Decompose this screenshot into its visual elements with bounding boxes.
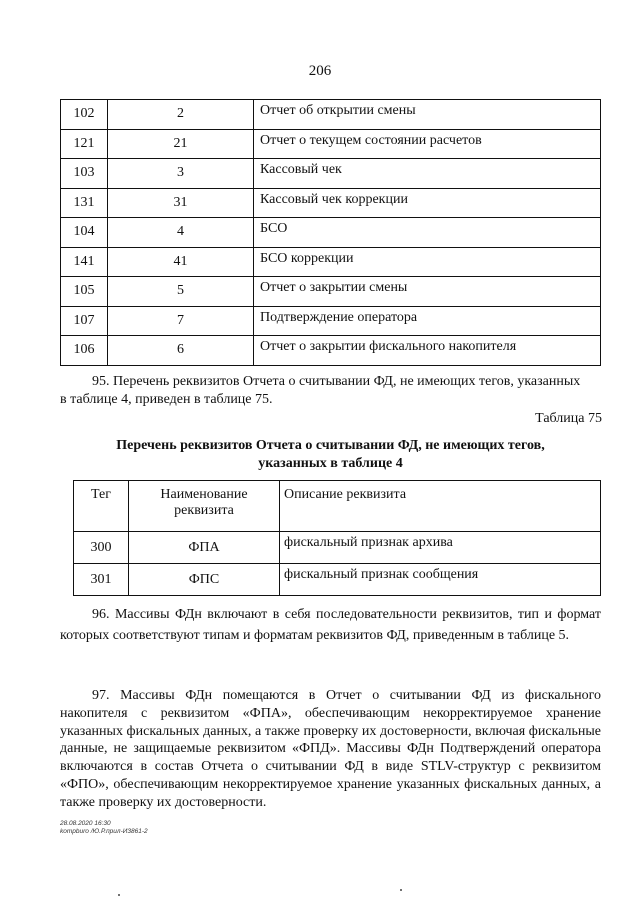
- table-cell: 6: [108, 336, 254, 366]
- table-row: [61, 306, 601, 336]
- table-header-row: [74, 481, 601, 532]
- table-cell: Подтверждение оператора: [254, 306, 601, 336]
- table-cell: Отчет о текущем состоянии расчетов: [254, 129, 601, 159]
- paragraph-96: 96. Массивы ФДн включают в себя последовательности реквизитов, тип и формат которых соответствуют типам и форматам реквизитов ФД, приведенным в таблице 5.: [60, 607, 601, 643]
- document-types-table: [60, 99, 601, 366]
- table-row: [61, 247, 601, 277]
- table-cell: ФПС: [129, 564, 280, 596]
- table-cell: 301: [74, 564, 129, 596]
- column-header-description: Описание реквизита: [280, 481, 601, 532]
- table-cell: 31: [108, 188, 254, 218]
- table-75-label: Таблица 75: [535, 411, 602, 426]
- table-cell: 3: [108, 159, 254, 189]
- table-cell: 104: [61, 218, 108, 248]
- table-cell: БСО коррекции: [254, 247, 601, 277]
- table-row: [61, 336, 601, 366]
- paragraph-97: 97. Массивы ФДн помещаются в Отчет о считывании ФД из фискального накопителя с реквизитом «ФПА», обеспечивающим некорректируемое хранение указанных фискальных данных, а также проверку их достоверности, включая фискальные данные, не защищаемые реквизитом «ФПД». Массивы ФДн Подтверждений оператора включаются в состав Отчета о считывании ФД в виде STLV-структур с реквизитом «ФПО», обеспечивающим некорректируемое хранение указанных фискальных данных, а также проверку их достоверности.: [60, 688, 601, 810]
- print-stamp-date: 28.08.2020 16:30: [60, 820, 111, 827]
- table-cell: 21: [108, 129, 254, 159]
- table-75-title: [60, 437, 601, 473]
- table-cell: 106: [61, 336, 108, 366]
- table-cell: Отчет об открытии смены: [254, 100, 601, 130]
- table-cell: ФПА: [129, 532, 280, 564]
- scan-speck: [400, 889, 402, 891]
- print-stamp: [60, 820, 148, 836]
- column-header-tag: Тег: [74, 481, 129, 532]
- table-row: [61, 100, 601, 130]
- table-cell: 7: [108, 306, 254, 336]
- table-row: [61, 159, 601, 189]
- column-header-name: Наименование реквизита: [129, 481, 280, 532]
- table-75: [73, 480, 601, 596]
- table-cell: 107: [61, 306, 108, 336]
- table-cell: 4: [108, 218, 254, 248]
- table-cell: 102: [61, 100, 108, 130]
- table-cell: 105: [61, 277, 108, 307]
- paragraph-95-line1: 95. Перечень реквизитов Отчета о считывании ФД, не имеющих тегов, указанных: [92, 374, 581, 389]
- print-stamp-file: kompburo /Ю.Р.прил-И3861-2: [60, 828, 148, 835]
- table-row: [61, 218, 601, 248]
- table-cell: Кассовый чек: [254, 159, 601, 189]
- scan-speck: [118, 894, 120, 896]
- table-cell: Отчет о закрытии фискального накопителя: [254, 336, 601, 366]
- table-cell: 2: [108, 100, 254, 130]
- table-row: [74, 564, 601, 596]
- table-row: [61, 277, 601, 307]
- table-cell: 103: [61, 159, 108, 189]
- paragraph-95-line2: в таблице 4, приведен в таблице 75.: [60, 392, 273, 407]
- table-cell: 41: [108, 247, 254, 277]
- table-cell: фискальный признак сообщения: [280, 564, 601, 596]
- table-row: [61, 129, 601, 159]
- table-cell: фискальный признак архива: [280, 532, 601, 564]
- table-cell: Кассовый чек коррекции: [254, 188, 601, 218]
- table-cell: 300: [74, 532, 129, 564]
- page-number: 206: [308, 63, 332, 79]
- table-cell: 121: [61, 129, 108, 159]
- table-row: [61, 188, 601, 218]
- table-cell: 131: [61, 188, 108, 218]
- table-cell: 5: [108, 277, 254, 307]
- table-75-title-line2: указанных в таблице 4: [258, 456, 403, 471]
- table-cell: БСО: [254, 218, 601, 248]
- table-75-title-line1: Перечень реквизитов Отчета о считывании ФД, не имеющих тегов,: [116, 438, 545, 453]
- table-row: [74, 532, 601, 564]
- table-cell: Отчет о закрытии смены: [254, 277, 601, 307]
- table-cell: 141: [61, 247, 108, 277]
